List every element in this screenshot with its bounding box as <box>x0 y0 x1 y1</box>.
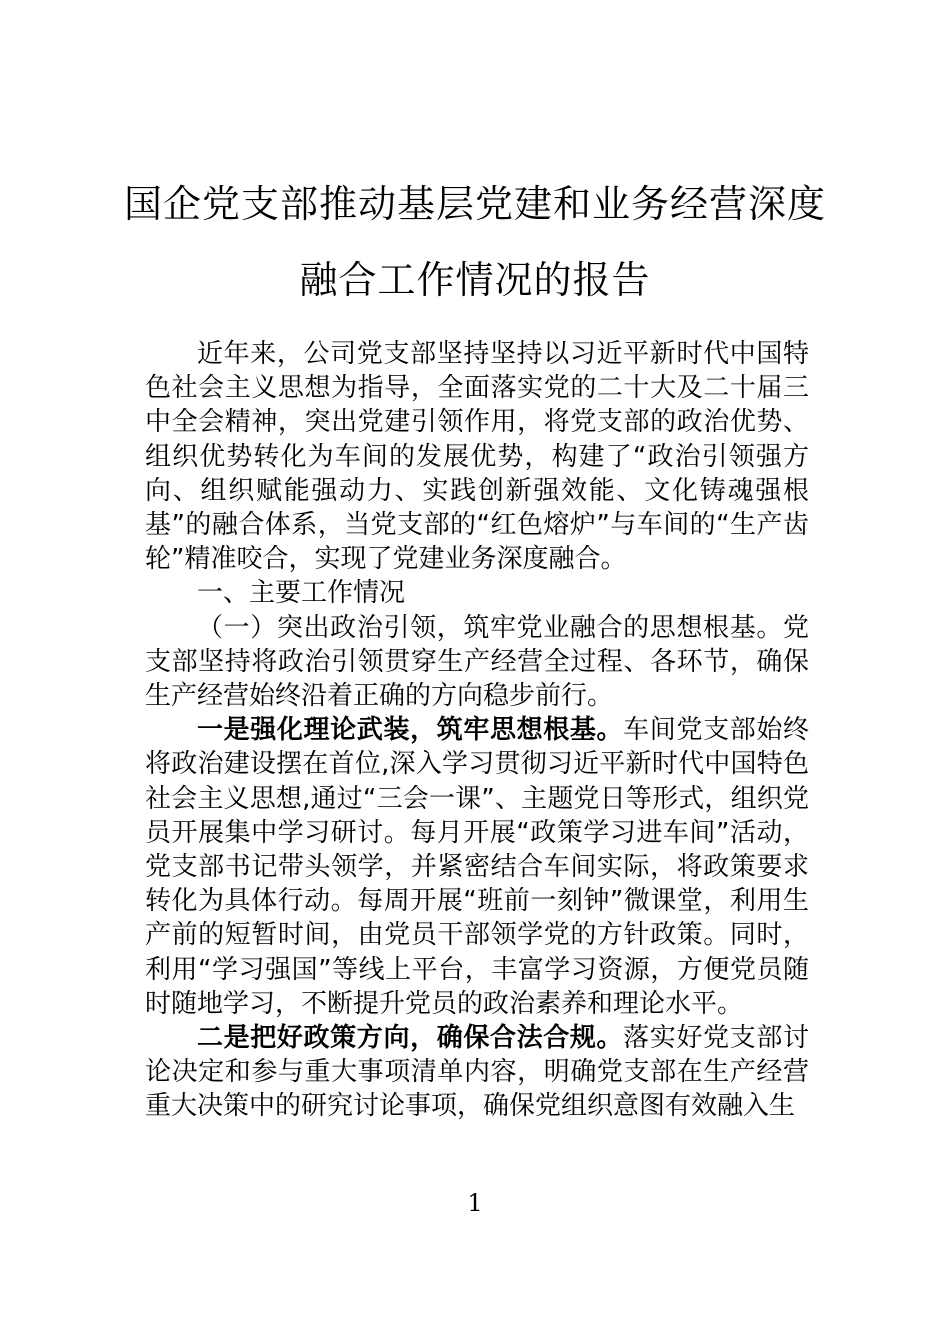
paragraph-text: 落实好党支部讨论决定和参与重大事项清单内容，明确党支部在生产经营重大决策中的研究讨论事项，确保党组织意图有效融入生 <box>145 1023 809 1122</box>
section-heading-text: 一、主要工作情况 <box>197 578 406 609</box>
subsection-paragraph <box>145 611 809 714</box>
title-line-2: 融合工作情况的报告 <box>299 258 651 302</box>
section-heading <box>145 576 809 610</box>
paragraph-point-1 <box>145 713 809 1021</box>
paragraph-text: （一）突出政治引领，筑牢党业融合的思想根基。党支部坚持将政治引领贯穿生产经营全过程、各环节，确保生产经营始终沿着正确的方向稳步前行。 <box>145 612 809 712</box>
document-body <box>145 337 809 1124</box>
page-number: 1 <box>467 1189 483 1217</box>
title-line-1: 国企党支部推动基层党建和业务经营深度 <box>123 182 826 226</box>
paragraph-lead: 二是把好政策方向，确保合法合规。 <box>197 1023 624 1054</box>
paragraph-text: 车间党支部始终将政治建设摆在首位,深入学习贯彻习近平新时代中国特色社会主义思想,通过“三会一课”、主题党日等形式，组织党员开展集中学习研讨。每月开展“政策学习进车间”活动，党支部书记带头领学，并紧密结合车间实际，将政策要求转化为具体行动。每周开展“班前一刻钟”微课堂，利用生产前的短暂时间，由党员干部领学党的方针政策。同时，利用“学习强国”等线上平台，丰富学习资源，方便党员随时随地学习，不断提升党员的政治素养和理论水平。 <box>145 715 809 1019</box>
document-title <box>120 166 830 318</box>
paragraph-point-2 <box>145 1021 809 1124</box>
paragraph-lead: 一是强化理论武装，筑牢思想根基。 <box>197 715 624 746</box>
paragraph-intro <box>145 337 809 576</box>
paragraph-text: 近年来，公司党支部坚持坚持以习近平新时代中国特色社会主义思想为指导，全面落实党的二十大及二十届三中全会精神，突出党建引领作用，将党支部的政治优势、组织优势转化为车间的发展优势，构建了“政治引领强方向、组织赋能强动力、实践创新强效能、文化铸魂强根基”的融合体系，当党支部的“红色熔炉”与车间的“生产齿轮”精准咬合，实现了党建业务深度融合。 <box>145 339 809 575</box>
